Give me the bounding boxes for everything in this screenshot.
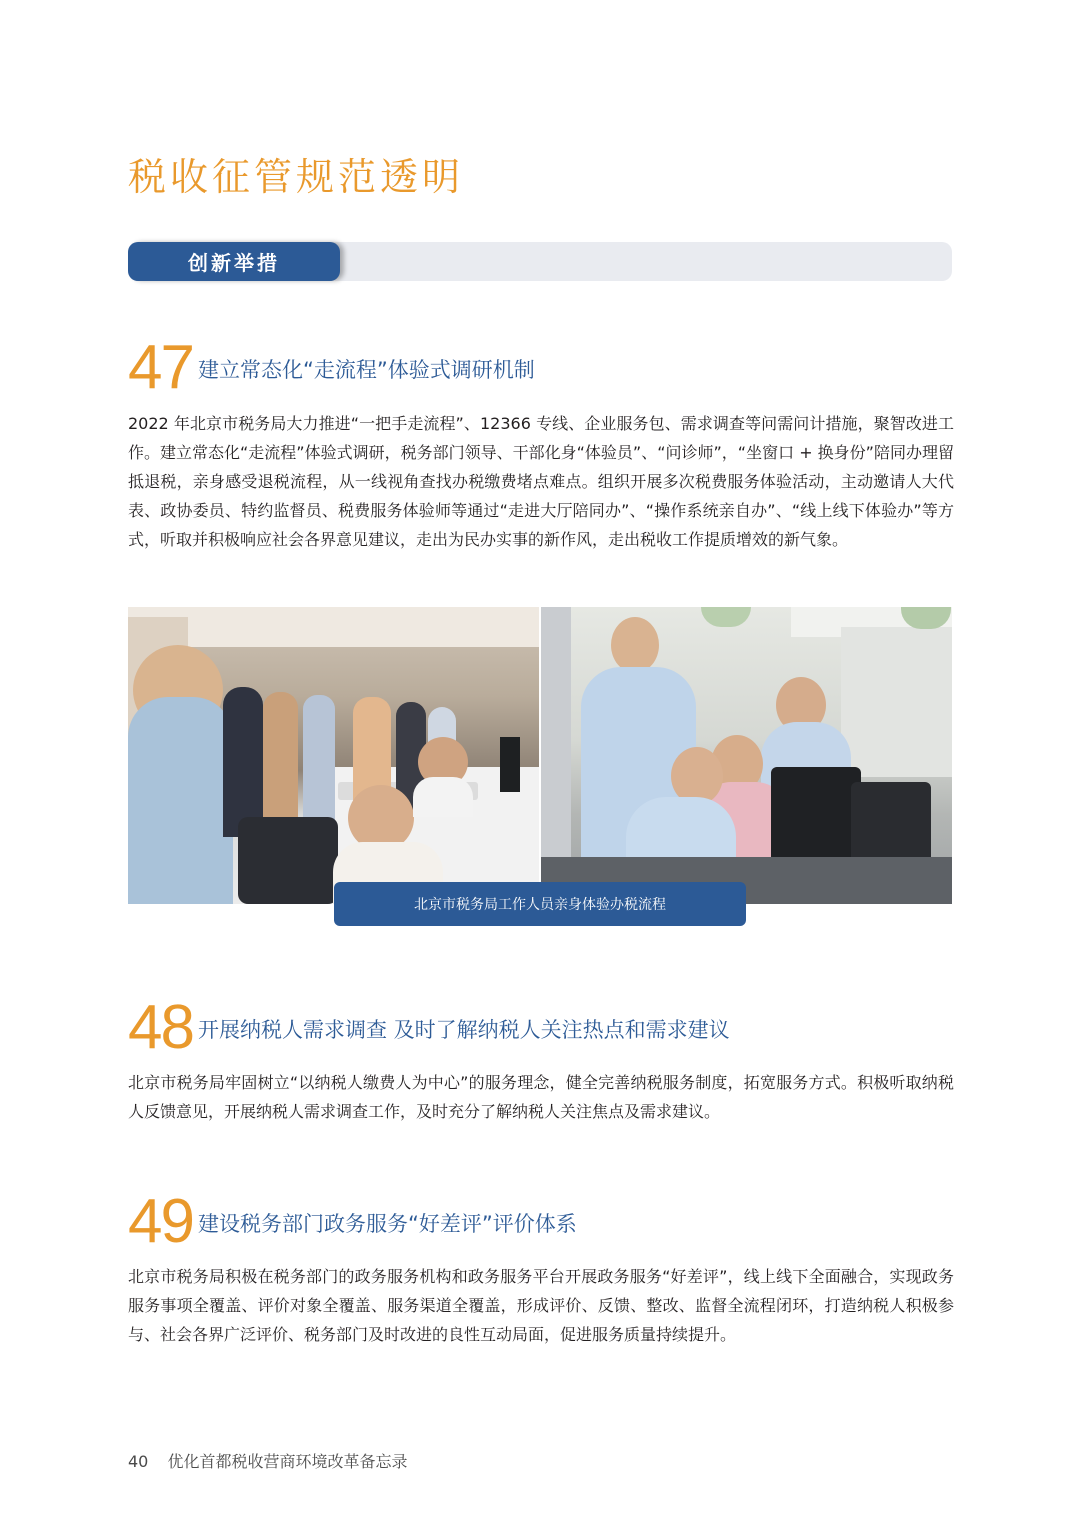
page-title: 税收征管规范透明 [128, 155, 465, 199]
item-body-47: 2022 年北京市税务局大力推进“一把手走流程”、12366 专线、企业服务包、需求调查等问需问计措施，聚智改进工作。建立常态化“走流程”体验式调研，税务部门领导、干部化身“体验员”、“问诊师”，“坐窗口 + 换身份”陪同办理留抵退税，亲身感受退税流程，从一线视角查找办税缴费堵点难点。组织开展多次税费服务体验活动，主动邀请人大代表、政协委员、特约监督员、税费服务体验师等通过“走进大厅陪同办”、“操作系统亲自办”、“线上线下体验办”等方式，听取并积极响应社会各界意见建议，走出为民办实事的新作风，走出税收工作提质增效的新气象。 [128, 414, 954, 549]
item-number: 48 [128, 993, 193, 1062]
publication-title: 优化首都税收营商环境改革备忘录 [167, 1452, 408, 1471]
item-body-48: 北京市税务局牢固树立“以纳税人缴费人为中心”的服务理念，健全完善纳税服务制度，拓宽服务方式。积极听取纳税人反馈意见，开展纳税人需求调查工作，及时充分了解纳税人关注焦点及需求建议。 [128, 1073, 954, 1121]
item-number: 47 [128, 333, 193, 402]
item-number: 49 [128, 1187, 193, 1256]
item-title: 建立常态化“走流程”体验式调研机制 [198, 358, 535, 382]
item-body-49: 北京市税务局积极在税务部门的政务服务机构和政务服务平台开展政务服务“好差评”，线上线下全面融合，实现政务服务事项全覆盖、评价对象全覆盖、服务渠道全覆盖，形成评价、反馈、整改、监督全流程闭环，打造纳税人积极参与、社会各界广泛评价、税务部门及时改进的良性互动局面，促进服务质量持续提升。 [128, 1267, 954, 1344]
item-title: 建设税务部门政务服务“好差评”评价体系 [198, 1212, 577, 1236]
page-number: 40 [128, 1452, 149, 1471]
photo-tax-hall [128, 607, 539, 904]
section-label: 创新举措 [128, 242, 340, 281]
photo-caption: 北京市税务局工作人员亲身体验办税流程 [334, 882, 746, 926]
item-title: 开展纳税人需求调查 及时了解纳税人关注热点和需求建议 [198, 1018, 730, 1042]
photo-service-desk [541, 607, 952, 904]
section-bar [128, 242, 952, 281]
page-footer [128, 1449, 407, 1472]
